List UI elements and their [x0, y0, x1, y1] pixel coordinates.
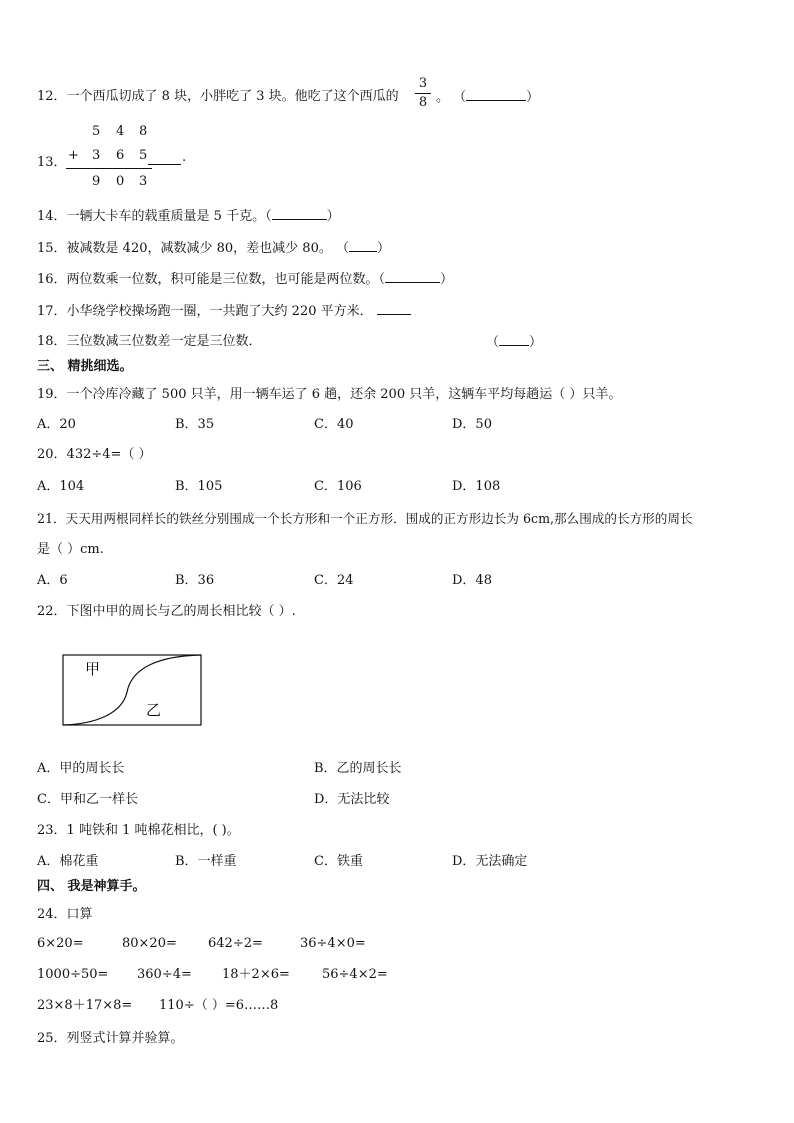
digit: 5: [92, 124, 101, 139]
digit: 3: [139, 174, 148, 189]
question-18-answer: [486, 333, 542, 352]
calc-item: 80×20=: [122, 936, 177, 951]
digit: 4: [116, 124, 125, 139]
question-17-text: 17．小华绕学校操场跑一圈，一共跑了大约 220 平方米．: [37, 304, 373, 319]
answer-blank-17[interactable]: [377, 302, 411, 315]
close-paren: ）: [326, 209, 340, 224]
question-14-text: 14．一辆大卡车的载重质量是 5 千克。（: [37, 209, 272, 224]
figure-rectangle: [63, 655, 201, 725]
question-19: 19．一个冷库冷藏了 500 只羊，用一辆车运了 6 趟，还余 200 只羊，这辆车平均每趟运（ ）只羊。: [37, 387, 622, 402]
question-12-suffix: 。 （: [436, 90, 467, 105]
option-d[interactable]: D．50: [452, 417, 492, 432]
option-a[interactable]: A．20: [37, 417, 76, 432]
label-jia: 甲: [85, 660, 101, 678]
digit: 9: [92, 174, 101, 189]
digit: 6: [116, 148, 125, 163]
section-4-heading: 四、 我是神算手。: [37, 879, 146, 894]
answer-blank-14[interactable]: [272, 207, 327, 220]
question-15-text: 15．被减数是 420，减数减少 80，差也减少 80。 （: [37, 241, 349, 256]
option-a[interactable]: A．104: [37, 479, 85, 494]
option-b[interactable]: B．36: [175, 573, 215, 588]
calc-item: 642÷2=: [208, 936, 263, 951]
option-c[interactable]: C．40: [314, 417, 354, 432]
question-21-line-2: 是（ ）cm.: [37, 542, 104, 557]
question-21-line-1: 21．天天用两根同样长的铁丝分别围成一个长方形和一个正方形．围成的正方形边长为 6cm,那么围成的长方形的周长: [37, 511, 693, 526]
answer-blank-12[interactable]: [466, 88, 526, 101]
calc-item: 36÷4×0=: [300, 936, 366, 951]
close-paren: ）: [440, 272, 454, 287]
calc-item: 6×20=: [37, 936, 84, 951]
figure-curve: [63, 655, 201, 725]
section-3-heading: 三、 精挑细选。: [37, 359, 133, 374]
label-yi: 乙: [146, 701, 162, 719]
calc-item: 110÷（ ）=6……8: [159, 998, 279, 1013]
option-a[interactable]: A．棉花重: [37, 854, 99, 869]
calc-item: 1000÷50=: [37, 967, 109, 982]
option-b[interactable]: B．105: [175, 479, 223, 494]
question-14: [37, 207, 340, 226]
question-25: 25．列竖式计算并验算。: [37, 1031, 184, 1046]
question-18-text: 18．三位数减三位数差一定是三位数．: [37, 334, 262, 349]
question-16: [37, 270, 453, 289]
option-b[interactable]: B．一样重: [175, 854, 237, 869]
question-23: 23．1 吨铁和 1 吨棉花相比，( )。: [37, 823, 240, 838]
close-paren: ）: [526, 90, 540, 105]
calc-item: 18＋2×6=: [222, 967, 290, 982]
fraction-3-8: [415, 76, 431, 111]
digit: 0: [116, 174, 125, 189]
fraction-denominator: 8: [418, 95, 428, 110]
option-b[interactable]: B．35: [175, 417, 215, 432]
option-c[interactable]: C．铁重: [314, 854, 363, 869]
question-22: 22．下图中甲的周长与乙的周长相比较（ ）.: [37, 604, 296, 619]
perimeter-figure: [60, 652, 205, 728]
fraction-numerator: 3: [418, 76, 428, 91]
option-d[interactable]: D．108: [452, 479, 501, 494]
calc-item: 360÷4=: [137, 967, 192, 982]
question-15: [37, 239, 390, 258]
close-paren: ）: [529, 335, 543, 350]
question-12-answer: [436, 88, 539, 107]
option-a[interactable]: A．甲的周长长: [37, 761, 125, 776]
answer-blank-13[interactable]: [148, 152, 181, 165]
question-16-text: 16．两位数乘一位数，积可能是三位数，也可能是两位数。（: [37, 272, 386, 287]
question-18: [37, 333, 262, 351]
question-24-title: 24．口算: [37, 907, 93, 922]
calc-item: 23×8＋17×8=: [37, 998, 133, 1013]
option-d[interactable]: D．无法确定: [452, 854, 528, 869]
question-13-number: 13．: [37, 155, 67, 170]
fraction-bar: [415, 93, 431, 94]
option-b[interactable]: B．乙的周长长: [314, 761, 402, 776]
open-paren: （: [486, 335, 500, 350]
option-d[interactable]: D．48: [452, 573, 492, 588]
period: .: [182, 150, 187, 165]
digit: 5: [139, 148, 148, 163]
option-c[interactable]: C．106: [314, 479, 362, 494]
close-paren: ）: [376, 241, 390, 256]
question-17: [37, 302, 411, 321]
question-20: 20．432÷4=（ ）: [37, 447, 152, 462]
answer-blank-15[interactable]: [349, 239, 377, 252]
option-a[interactable]: A．6: [37, 573, 68, 588]
digit: 3: [92, 148, 101, 163]
option-c[interactable]: C．甲和乙一样长: [37, 792, 138, 807]
sum-line: [66, 168, 152, 169]
calc-item: 56÷4×2=: [322, 967, 388, 982]
plus-sign: +: [68, 148, 79, 163]
answer-blank-16[interactable]: [385, 270, 440, 283]
digit: 8: [139, 124, 148, 139]
option-c[interactable]: C．24: [314, 573, 354, 588]
question-12: [37, 88, 399, 106]
question-12-text: 12．一个西瓜切成了 8 块，小胖吃了 3 块。他吃了这个西瓜的: [37, 89, 399, 104]
answer-blank-18[interactable]: [499, 333, 529, 346]
option-d[interactable]: D．无法比较: [314, 792, 390, 807]
